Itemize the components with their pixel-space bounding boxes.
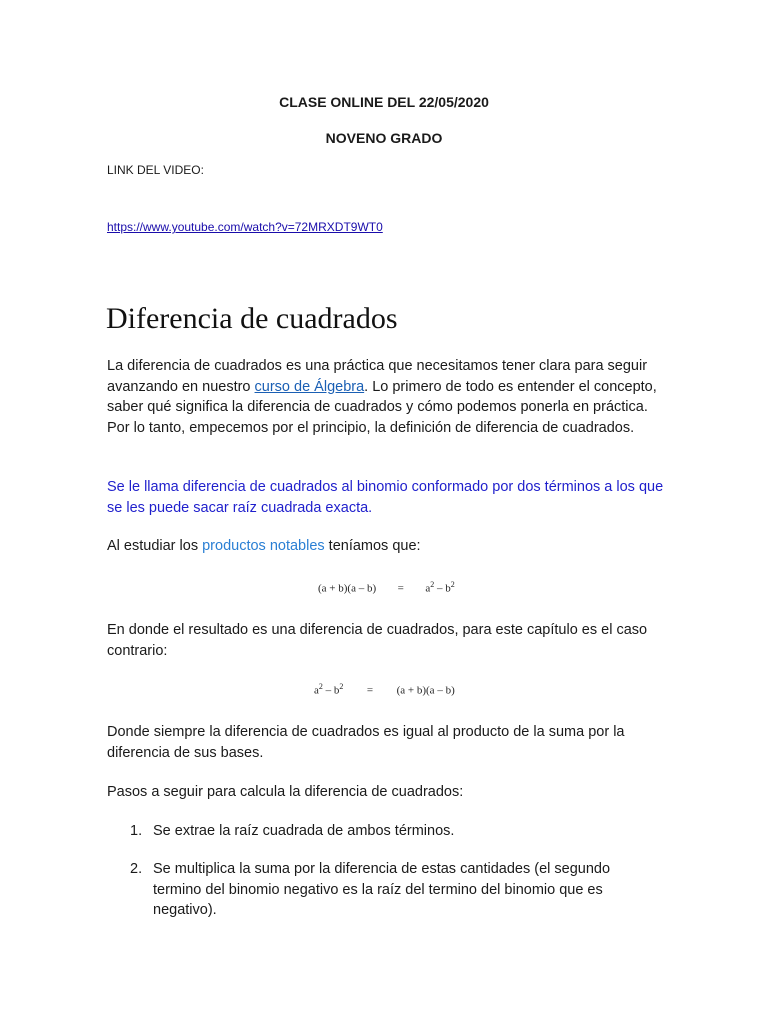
study-text-1: Al estudiar los [107,538,203,554]
list-item-text: Se multiplica la suma por la diferencia de estas cantidades (el segundo termino del binomio negativo es la raíz del termino del binomio que es negativo). [153,861,611,918]
notable-products-link[interactable]: productos notables [202,538,325,554]
intro-paragraph [107,356,667,438]
formula1-minus: – [434,582,446,595]
formula2-minus: – [322,684,334,697]
result-paragraph: En donde el resultado es una diferencia de cuadrados, para este capítulo es el caso contrario: [107,622,648,659]
formula1-b: b [445,582,451,595]
formula1-left: (a + b)(a – b) [318,582,377,595]
video-link-container [107,220,383,234]
steps-intro: Pasos a seguir para calcula la diferencia de cuadrados: [107,784,464,800]
formula2-a: a [314,684,319,697]
grade-label: NOVENO GRADO [325,130,443,146]
list-item-number: 2. [130,861,143,877]
formula2-b: b [333,684,340,697]
formula2-exp-b: 2 [339,682,344,691]
formula1-equals: = [397,582,404,595]
intro-text-2: . Lo primero de todo es entender el concepto, saber qué significa la diferencia de cuadrados y cómo podemos ponerla en práctica. Por lo tanto, empecemos por el principio, la definición de diferencia de cuadrados. [107,378,657,436]
formula-difference [314,682,455,697]
formula-product [318,580,455,595]
video-link[interactable]: https://www.youtube.com/watch?v=72MRXDT9WT0 [107,220,383,234]
formula2-right: (a + b)(a – b) [396,684,455,697]
formula1-exp-b: 2 [450,580,455,589]
intro-text-1: La diferencia de cuadrados es una práctica que necesitamos tener clara para seguir avanzando en nuestro [107,358,648,395]
section-heading: Diferencia de cuadrados [106,302,398,335]
formula1-exp-a: 2 [430,580,435,589]
study-paragraph [107,536,667,557]
video-label: LINK DEL VIDEO: [107,163,204,177]
definition-paragraph: Se le llama diferencia de cuadrados al binomio conformado por dos términos a los que se les puede sacar raíz cuadrada exacta. [107,479,664,516]
always-paragraph: Donde siempre la diferencia de cuadrados es igual al producto de la suma por la diferencia de sus bases. [107,724,625,761]
page-title: CLASE ONLINE DEL 22/05/2020 [279,94,489,110]
list-item-number: 1. [130,823,143,839]
study-text-2: teníamos que: [324,538,421,554]
list-item-text: Se extrae la raíz cuadrada de ambos términos. [153,823,455,839]
formula2-exp-a: 2 [318,682,323,691]
formula2-equals: = [366,684,374,697]
algebra-course-link[interactable]: curso de Álgebra [254,378,365,395]
formula1-a: a [425,582,431,595]
